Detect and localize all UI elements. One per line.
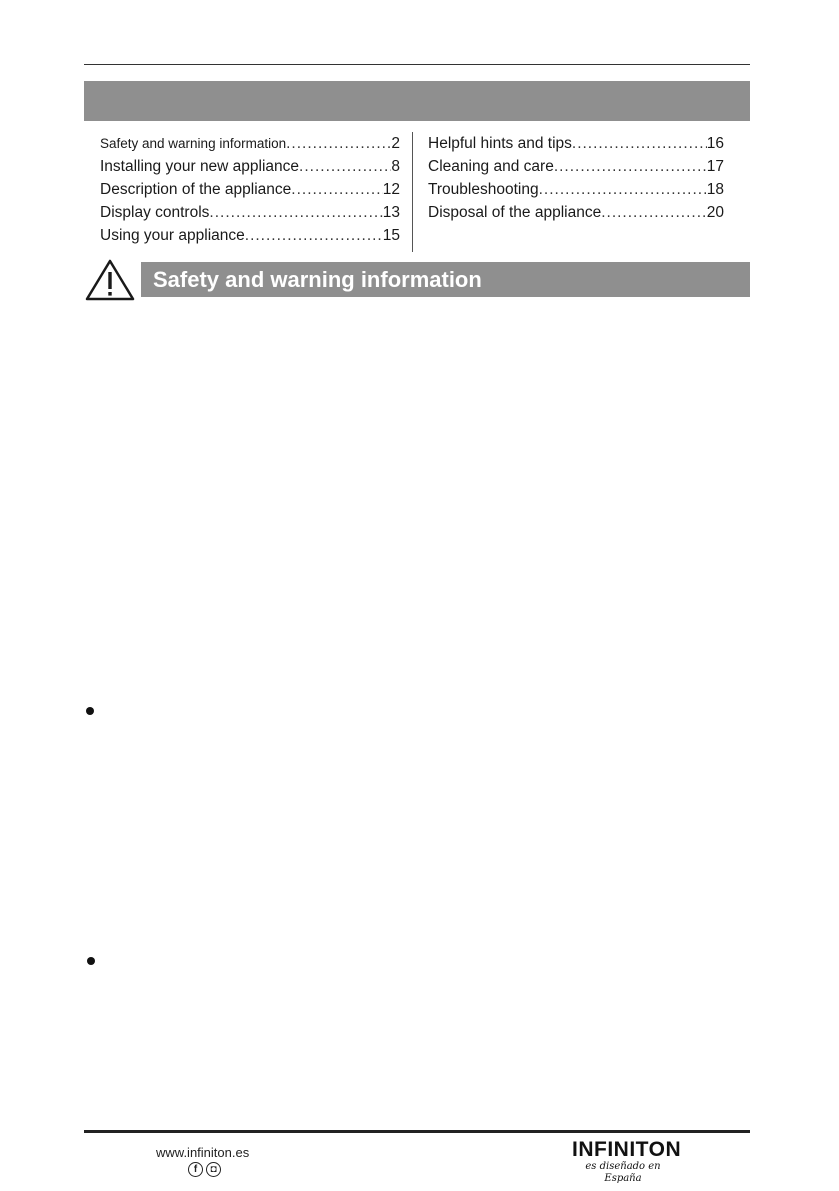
toc-leader: [291, 178, 382, 201]
toc-entry-label: Description of the appliance: [100, 181, 292, 198]
warning-triangle-icon: [84, 258, 136, 302]
social-links: [188, 1162, 221, 1177]
toc-entry[interactable]: [428, 132, 724, 155]
brand-name: INFINITON: [572, 1138, 682, 1161]
toc-entry[interactable]: [100, 224, 400, 247]
toc-leader: [572, 132, 707, 155]
toc-entry[interactable]: [100, 178, 400, 201]
toc-left-column: [100, 132, 400, 247]
toc-entry[interactable]: [428, 155, 724, 178]
brand-logo: [572, 1138, 682, 1185]
facebook-icon[interactable]: f: [188, 1162, 203, 1177]
toc-entry[interactable]: [100, 155, 400, 178]
header-band: [84, 81, 750, 121]
toc-entry-page: 8: [391, 158, 400, 175]
toc-leader: [209, 201, 382, 224]
footer-rule: [84, 1130, 750, 1133]
toc-entry-page: 13: [382, 204, 400, 221]
toc-leader: [539, 178, 707, 201]
toc-leader: [601, 201, 707, 224]
toc-entry-page: 16: [706, 135, 724, 152]
toc-divider: [412, 132, 413, 252]
toc-entry-label: Installing your new appliance: [100, 158, 300, 175]
toc-entry-label: Helpful hints and tips: [428, 135, 572, 152]
toc-entry[interactable]: [100, 132, 400, 155]
toc-entry[interactable]: [100, 201, 400, 224]
bullet-point: [86, 707, 94, 715]
toc-entry-label: Safety and warning information: [100, 136, 287, 151]
toc-entry[interactable]: [428, 201, 724, 224]
toc-right-column: [428, 132, 724, 224]
toc-entry-label: Disposal of the appliance: [428, 204, 602, 221]
toc-entry-page: 15: [382, 227, 400, 244]
website-link[interactable]: www.infiniton.es: [156, 1145, 250, 1160]
toc-leader: [554, 155, 707, 178]
toc-entry-label: Cleaning and care: [428, 158, 554, 175]
toc-entry-page: 2: [391, 135, 400, 152]
instagram-icon[interactable]: ◘: [206, 1162, 221, 1177]
toc-entry-page: 18: [706, 181, 724, 198]
section-title: Safety and warning information: [141, 262, 750, 297]
toc-entry-label: Display controls: [100, 204, 210, 221]
toc-entry-page: 17: [706, 158, 724, 175]
toc-entry-page: 20: [706, 204, 724, 221]
toc-leader: [286, 132, 391, 155]
toc-leader: [245, 224, 383, 247]
toc-entry-page: 12: [382, 181, 400, 198]
table-of-contents: [84, 132, 750, 254]
toc-entry-label: Troubleshooting: [428, 181, 539, 198]
toc-leader: [299, 155, 391, 178]
bullet-point: [87, 957, 95, 965]
section-heading: [84, 258, 750, 302]
toc-entry[interactable]: [428, 178, 724, 201]
top-rule: [84, 64, 750, 65]
toc-entry-label: Using your appliance: [100, 227, 245, 244]
brand-tagline: es diseñado en España: [585, 1161, 661, 1184]
